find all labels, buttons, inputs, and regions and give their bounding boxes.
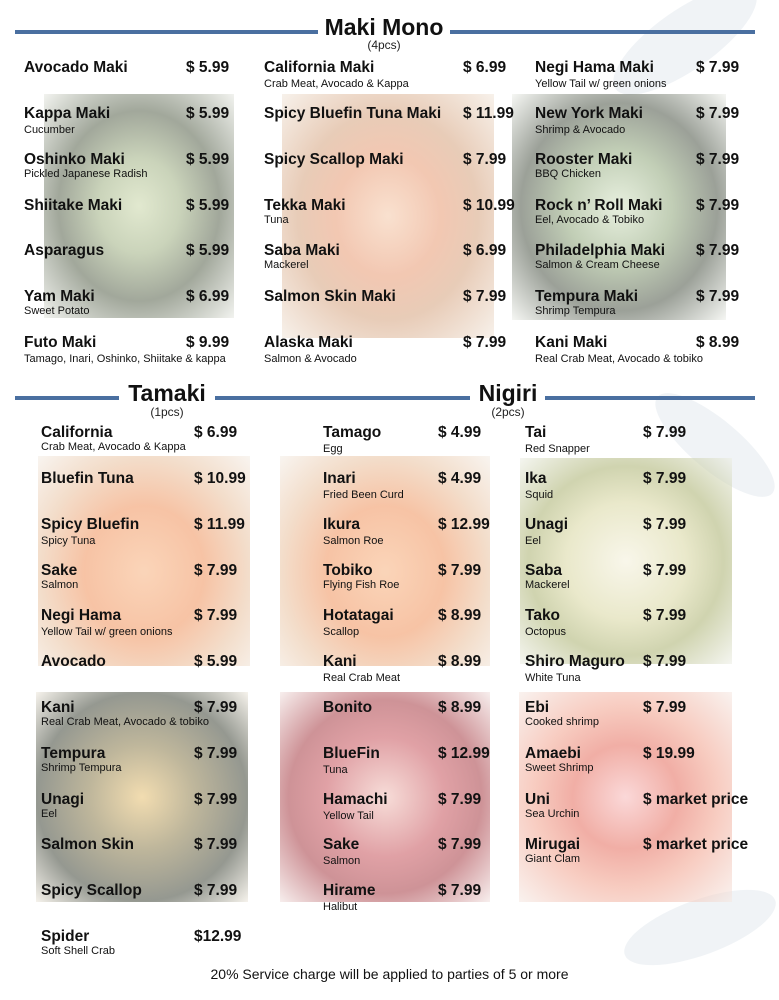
item-name: Hotatagai [323,607,394,624]
item-price: $ 7.99 [696,59,740,76]
item-price: $ 8.99 [696,334,740,351]
maki-header-line-left [15,30,318,34]
item-desc: Salmon & Cream Cheese [535,259,660,271]
item-name: Ikura [323,516,361,533]
item-name: Hamachi [323,791,388,808]
item-name: Futo Maki [24,334,97,351]
item-price: $ 5.99 [186,151,230,168]
item-name: California [41,424,113,441]
item-price: $ 7.99 [696,288,740,305]
item-price: $ 7.99 [643,470,687,487]
item-name: Kani Maki [535,334,608,351]
item-desc: Giant Clam [525,853,581,865]
item-desc: Real Crab Meat [323,672,401,684]
item-price: $ 10.99 [194,470,246,487]
item-desc: Sweet Potato [24,305,90,317]
item-desc: Salmon & Avocado [264,353,357,365]
item-desc: Cucumber [24,124,75,136]
item-price: $ 5.99 [186,59,230,76]
item-name: Alaska Maki [264,334,353,351]
item-name: Philadelphia Maki [535,242,666,259]
item-desc: Salmon [323,855,361,867]
item-price: $ 8.99 [438,607,482,624]
item-price: $ 9.99 [186,334,230,351]
item-desc: Fried Been Curd [323,489,404,501]
maki-header-line-right [450,30,755,34]
item-price: $ 6.99 [194,424,238,441]
item-name: Spicy Bluefin [41,516,140,533]
item-price: $ 6.99 [463,242,507,259]
item-price: $ 7.99 [194,562,238,579]
item-name: BlueFin [323,745,380,762]
item-price: $ 7.99 [438,836,482,853]
item-name: Kani [41,699,75,716]
item-desc: White Tuna [525,672,581,684]
item-name: Salmon Skin [41,836,135,853]
item-name: Inari [323,470,356,487]
item-price: $ 7.99 [643,699,687,716]
item-price: $ 7.99 [643,424,687,441]
item-name: Spicy Scallop [41,882,142,899]
item-desc: Shrimp Tempura [41,762,122,774]
item-price: $ market price [643,836,749,853]
item-price: $ 12.99 [438,745,490,762]
item-name: Ebi [525,699,550,716]
item-desc: Sea Urchin [525,808,580,820]
item-price: $ 4.99 [438,424,482,441]
item-price: $ 6.99 [463,59,507,76]
tamaki-header-line-left [15,396,119,400]
item-name: Tobiko [323,562,373,579]
item-name: Oshinko Maki [24,151,125,168]
item-price: $ 7.99 [643,516,687,533]
item-price: $ 7.99 [696,197,740,214]
item-desc: Yellow Tail w/ green onions [41,626,173,638]
item-desc: Cooked shrimp [525,716,599,728]
item-desc: Tuna [323,764,348,776]
item-name: Spider [41,928,90,945]
item-price: $ 5.99 [186,242,230,259]
item-price: $ 7.99 [643,653,687,670]
maki-mono-subtitle: (4pcs) [367,38,401,52]
item-price: $ 4.99 [438,470,482,487]
item-name: Sake [41,562,78,579]
item-name: Mirugai [525,836,581,853]
item-price: $ 7.99 [463,288,507,305]
item-price: $ 11.99 [194,516,245,533]
item-price: $ 7.99 [463,334,507,351]
item-name: Uni [525,791,550,808]
item-name: Negi Hama Maki [535,59,654,76]
item-name: Kani [323,653,357,670]
item-name: Spicy Scallop Maki [264,151,404,168]
item-price: $ 7.99 [643,607,687,624]
tamaki-header-line-right [215,396,470,400]
item-desc: Eel, Avocado & Tobiko [535,214,645,226]
item-desc: Crab Meat, Avocado & Kappa [41,441,186,453]
item-price: $12.99 [194,928,242,945]
item-name: Yam Maki [24,288,95,305]
item-desc: Yellow Tail w/ green onions [535,78,667,90]
item-name: Tekka Maki [264,197,346,214]
item-name: Asparagus [24,242,105,259]
item-name: Saba [525,562,563,579]
item-price: $ 5.99 [186,197,230,214]
item-price: $ 7.99 [696,242,740,259]
item-price: $ 7.99 [643,562,687,579]
item-price: $ market price [643,791,749,808]
item-desc: Mackerel [525,579,570,591]
item-price: $ 5.99 [194,653,238,670]
item-desc: Crab Meat, Avocado & Kappa [264,78,409,90]
item-name: Tempura Maki [535,288,639,305]
item-price: $ 6.99 [186,288,230,305]
item-name: Spicy Bluefin Tuna Maki [264,105,442,122]
item-name: Tako [525,607,561,624]
maki-mono-title: Maki Mono [324,14,444,40]
item-price: $ 7.99 [463,151,507,168]
item-price: $ 7.99 [194,607,238,624]
item-name: New York Maki [535,105,643,122]
item-name: Bluefin Tuna [41,470,134,487]
item-desc: Red Snapper [525,443,590,455]
item-name: Tai [525,424,547,441]
item-name: Rooster Maki [535,151,633,168]
item-name: Tempura [41,745,106,762]
item-price: $ 7.99 [194,791,238,808]
tamaki-title: Tamaki [128,380,206,406]
item-desc: Yellow Tail [323,810,374,822]
item-name: Avocado [41,653,106,670]
item-desc: Tamago, Inari, Oshinko, Shiitake & kappa [24,353,226,365]
item-desc: Shrimp & Avocado [535,124,626,136]
item-desc: Salmon Roe [323,535,384,547]
item-desc: Squid [525,489,554,501]
item-name: Sake [323,836,360,853]
item-desc: Eel [525,535,541,547]
item-desc: Octopus [525,626,566,638]
item-price: $ 8.99 [438,653,482,670]
item-price: $ 7.99 [438,882,482,899]
item-price: $ 7.99 [194,745,238,762]
item-name: Hirame [323,882,376,899]
item-desc: Spicy Tuna [41,535,96,547]
item-desc: Real Crab Meat, Avocado & tobiko [535,353,703,365]
item-name: Negi Hama [41,607,122,624]
item-price: $ 5.99 [186,105,230,122]
item-name: Bonito [323,699,373,716]
nigiri-header-line-right [545,396,755,400]
item-price: $ 7.99 [194,699,238,716]
item-price: $ 7.99 [194,836,238,853]
item-desc: BBQ Chicken [535,168,602,180]
item-name: Saba Maki [264,242,340,259]
item-price: $ 10.99 [463,197,515,214]
service-charge-note: 20% Service charge will be applied to parties of 5 or more [210,966,569,982]
item-desc: Sweet Shrimp [525,762,594,774]
item-name: Amaebi [525,745,581,762]
item-price: $ 19.99 [643,745,695,762]
item-desc: Flying Fish Roe [323,579,400,591]
item-price: $ 7.99 [438,791,482,808]
item-price: $ 11.99 [463,105,514,122]
item-name: Salmon Skin Maki [264,288,396,305]
item-desc: Egg [323,443,343,455]
item-desc: Shrimp Tempura [535,305,616,317]
item-price: $ 7.99 [696,105,740,122]
tamaki-subtitle: (1pcs) [150,405,184,419]
item-name: Ika [525,470,547,487]
item-name: Shiitake Maki [24,197,123,214]
item-name: Rock n’ Roll Maki [535,197,663,214]
item-desc: Salmon [41,579,79,591]
item-desc: Scallop [323,626,360,638]
item-price: $ 12.99 [438,516,490,533]
item-desc: Pickled Japanese Radish [24,168,148,180]
nigiri-title: Nigiri [478,380,538,406]
item-name: Tamago [323,424,382,441]
nigiri-subtitle: (2pcs) [491,405,525,419]
item-price: $ 8.99 [438,699,482,716]
item-name: Kappa Maki [24,105,111,122]
item-desc: Halibut [323,901,358,913]
item-desc: Eel [41,808,57,820]
item-name: Unagi [525,516,569,533]
item-name: California Maki [264,59,375,76]
item-price: $ 7.99 [696,151,740,168]
item-desc: Real Crab Meat, Avocado & tobiko [41,716,209,728]
item-name: Avocado Maki [24,59,128,76]
item-name: Shiro Maguro [525,653,625,670]
item-price: $ 7.99 [438,562,482,579]
item-desc: Soft Shell Crab [41,945,115,957]
item-desc: Tuna [264,214,289,226]
item-name: Unagi [41,791,85,808]
item-price: $ 7.99 [194,882,238,899]
item-desc: Mackerel [264,259,309,271]
